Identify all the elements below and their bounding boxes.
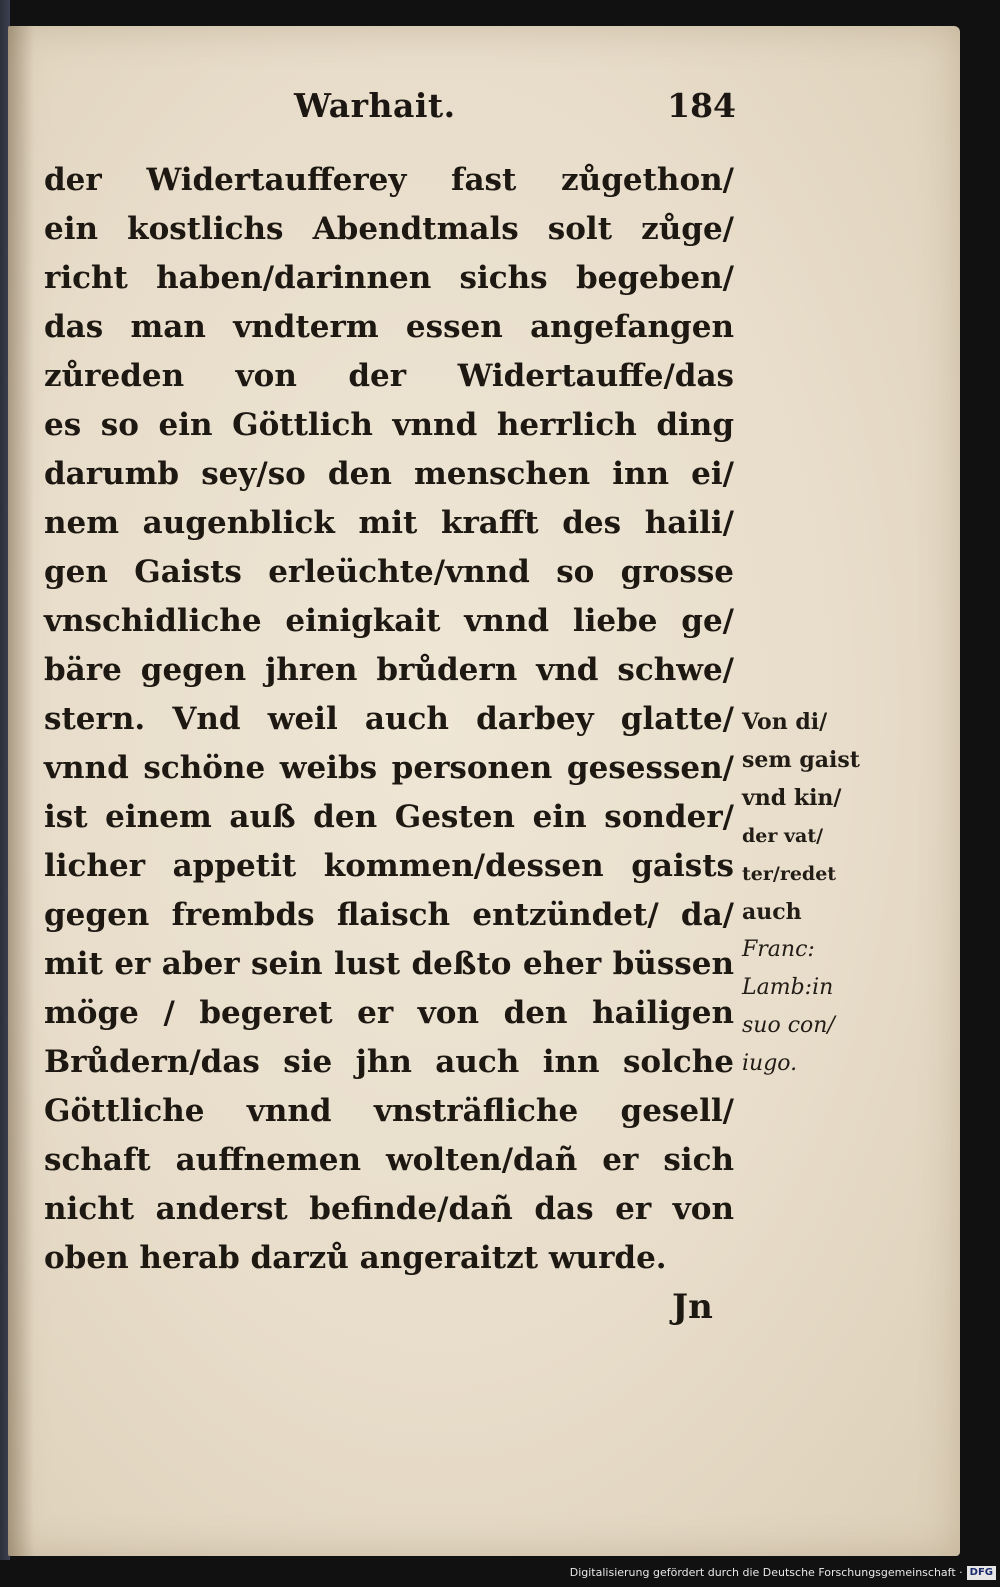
page-number: 184 [667,86,736,125]
text-line: gegen frembds flaisch entzündet/ da/ [44,897,734,933]
text-line: Göttliche vnnd vnsträfliche gesell/ [44,1093,734,1129]
text-line: vnschidliche einigkait vnnd liebe ge/ [44,603,734,639]
marginal-line: vnd kin/ [742,785,842,811]
text-line: darumb sey/so den menschen inn ei/ [44,456,734,492]
text-line: licher appetit kommen/dessen gaists [44,848,734,884]
marginal-line: der vat/ [742,825,824,847]
page-header [44,86,736,142]
text-line: das man vndterm essen angefangen [44,309,734,345]
marginal-line: Lamb:in [742,975,834,1000]
text-line: vnnd schöne weibs personen gesessen/ [44,750,734,786]
text-line: mit er aber sein lust deßto eher büssen [44,946,734,982]
text-line: Brůdern/das sie jhn auch inn solche [44,1044,734,1080]
text-line: nem augenblick mit krafft des haili/ [44,505,734,541]
text-line: möge / begeret er von den hailigen [44,995,734,1031]
text-line: oben herab darzů angeraitzt wurde. [44,1240,667,1276]
text-line: es so ein Göttlich vnnd herrlich ding [44,407,734,443]
text-line: der Widertaufferey fast zůgethon/ [44,162,734,198]
marginal-line: auch [742,899,802,925]
body-text [44,156,734,1283]
marginal-line: Franc: [742,937,815,962]
marginal-line: iugo. [742,1051,798,1076]
text-line: ein kostlichs Abendtmals solt zůge/ [44,211,734,247]
dfg-logo: DFG [967,1566,996,1580]
text-line: gen Gaists erleüchte/vnnd so grosse [44,554,734,590]
text-line: ist einem auß den Gesten ein sonder/ [44,799,734,835]
marginal-line: Von di/ [742,709,828,735]
digitization-credit [570,1563,996,1583]
marginal-note [742,703,892,1083]
text-line: bäre gegen jhren brůdern vnd schwe/ [44,652,734,688]
text-line: stern. Vnd weil auch darbey glatte/ [44,701,734,737]
text-line: richt haben/darinnen sichs begeben/ [44,260,734,296]
marginal-line: ter/redet [742,863,837,885]
catchword: Jn [672,1287,713,1327]
credit-text: Digitalisierung gefördert durch die Deutsche Forschungsgemeinschaft · [569,1566,963,1579]
marginal-line: suo con/ [742,1013,835,1038]
text-line: schaft auffnemen wolten/dañ er sich [44,1142,734,1178]
text-line: zůreden von der Widertauffe/das [44,358,734,394]
text-line: nicht anderst befinde/dañ das er von [44,1191,734,1227]
marginal-line: sem gaist [742,747,860,773]
running-head: Warhait. [294,86,456,125]
